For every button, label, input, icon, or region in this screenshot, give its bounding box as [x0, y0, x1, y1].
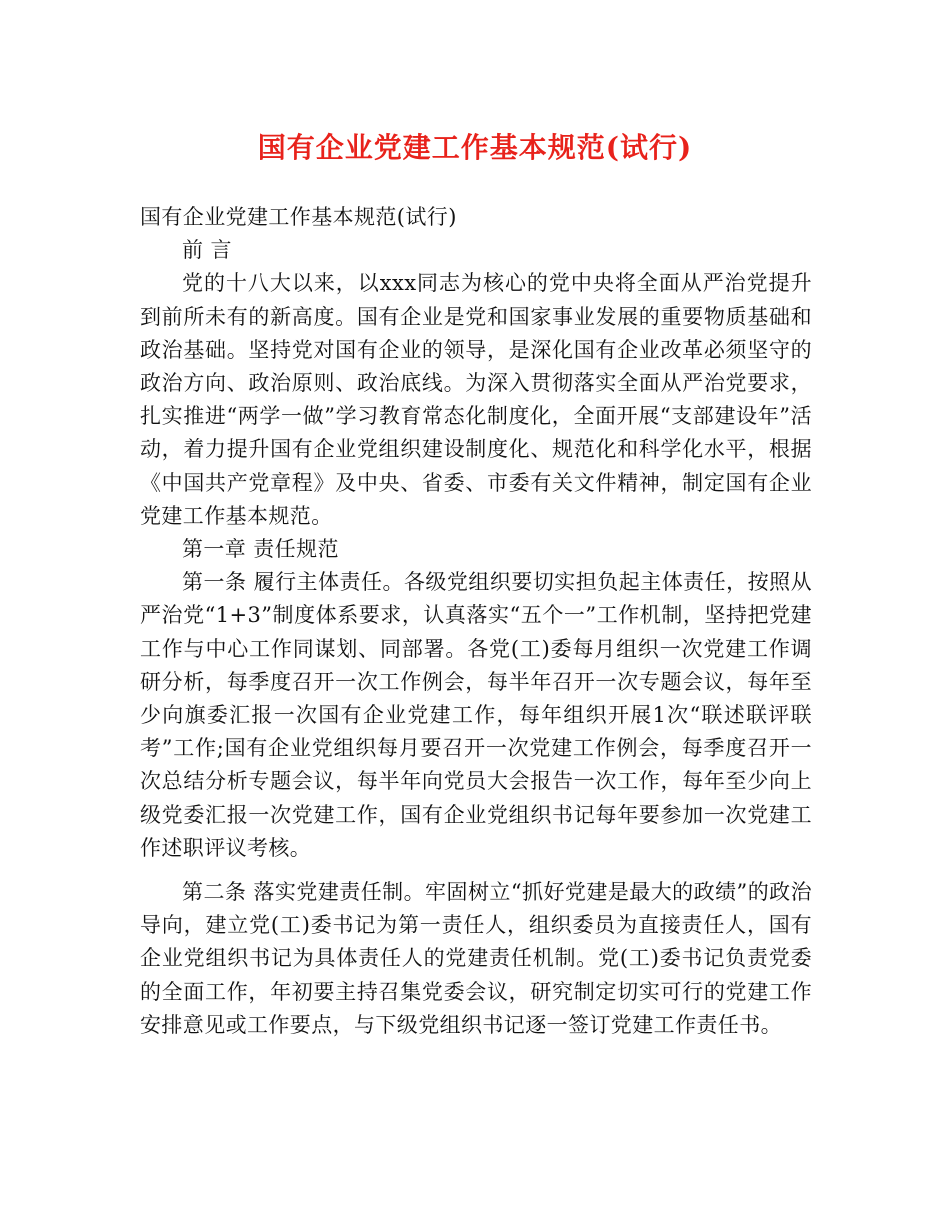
chapter-1-heading: 第一章 责任规范 — [182, 537, 339, 562]
preface-paragraph: 党的十八大以来，以xxx同志为核心的党中央将全面从严治党提升到前所未有的新高度。国有企业是党和国家事业发展的重要物质基础和政治基础。坚持党对国有企业的领导，是深化国有企业改革必须坚守的政治方向、政治原则、政治底线。为深入贯彻落实全面从严治党要求，扎实推进“两学一做”学习教育常态化制度化，全面开展“支部建设年”活动，着力提升国有企业党组织建设制度化、规范化和科学化水平，根据《中国共产党章程》及中央、省委、市委有关文件精神，制定国有企业党建工作基本规范。 — [140, 271, 812, 528]
paragraph-spacer — [140, 865, 812, 876]
article-1-paragraph: 第一条 履行主体责任。各级党组织要切实担负起主体责任，按照从严治党“1+3”制度体系要求，认真落实“五个一”工作机制，坚持把党建工作与中心工作同谋划、同部署。各党(工)委每月组织一次党建工作调研分析，每季度召开一次工作例会，每半年召开一次专题会议，每年至少向旗委汇报一次国有企业党建工作，每年组织开展1次“联述联评联考”工作;国有企业党组织每月要召开一次党建工作例会，每季度召开一次总结分析专题会议，每半年向党员大会报告一次工作，每年至少向上级党委汇报一次党建工作，国有企业党组织书记每年要参加一次党建工作述职评议考核。 — [140, 570, 812, 860]
document-title: 国有企业党建工作基本规范(试行) — [257, 131, 693, 164]
document-subtitle: 国有企业党建工作基本规范(试行) — [140, 205, 457, 229]
preface-heading: 前 言 — [182, 238, 232, 263]
document-body — [140, 201, 812, 1042]
article-2-paragraph: 第二条 落实党建责任制。牢固树立“抓好党建是最大的政绩”的政治导向，建立党(工)委书记为第一责任人，组织委员为直接责任人，国有企业党组织书记为具体责任人的党建责任机制。党(工)委书记负责党委的全面工作，年初要主持召集党委会议，研究制定切实可行的党建工作安排意见或工作要点，与下级党组织书记逐一签订党建工作责任书。 — [140, 880, 812, 1037]
